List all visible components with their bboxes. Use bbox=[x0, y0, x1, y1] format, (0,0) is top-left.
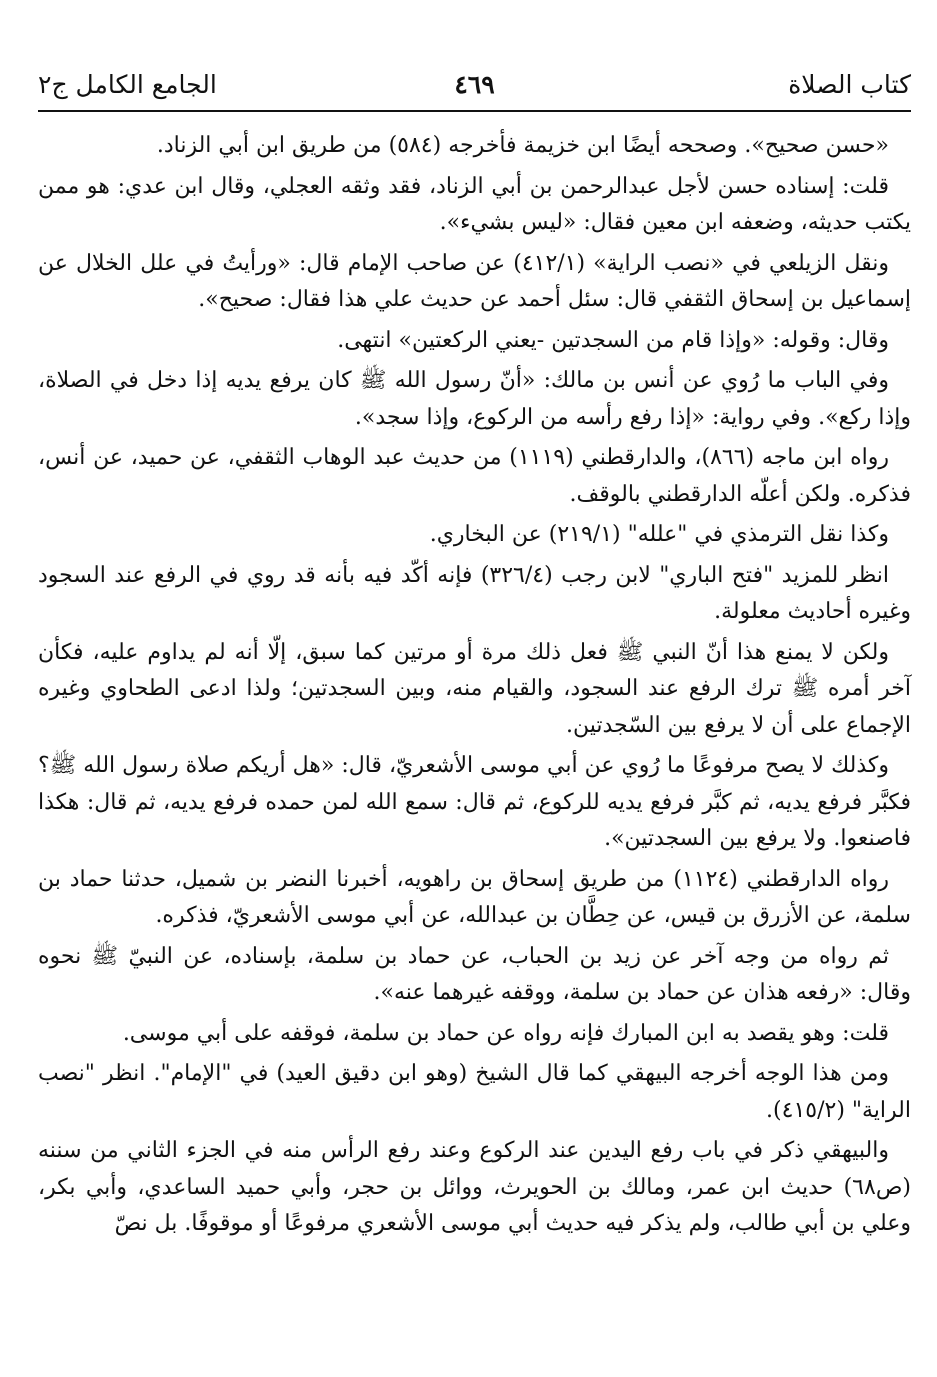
paragraph: وقال: وقوله: «وإذا قام من السجدتين -يعني الركعتين» انتهى. bbox=[337, 327, 889, 353]
header-divider bbox=[38, 110, 911, 112]
paragraph: رواه ابن ماجه (٨٦٦)، والدارقطني (١١١٩) من حديث عبد الوهاب الثقفي، عن حميد، عن أنس، فذكره. ولكن أعلّه الدارقطني بالوقف. bbox=[38, 445, 911, 507]
paragraph: ونقل الزيلعي في «نصب الراية» (٤١٢/١) عن صاحب الإمام قال: «ورأيتُ في علل الخلال عن إسماعيل بن إسحاق الثقفي قال: سئل أحمد عن حديث علي هذا فقال: صحيح». bbox=[38, 250, 911, 312]
page-header bbox=[38, 70, 911, 110]
paragraph: قلت: إسناده حسن لأجل عبدالرحمن بن أبي الزناد، فقد وثقه العجلي، وقال ابن عدي: هو ممن يكتب حديثه، وضعفه ابن معين فقال: «ليس بشيء». bbox=[38, 173, 911, 235]
paragraph: رواه الدارقطني (١١٢٤) من طريق إسحاق بن راهويه، أخبرنا النضر بن شميل، حدثنا حماد بن سلمة، عن الأزرق بن قيس، عن حِطَّان بن عبدالله، عن أبي موسى الأشعريّ، فذكره. bbox=[38, 866, 911, 928]
paragraph: قلت: وهو يقصد به ابن المبارك فإنه رواه عن حماد بن سلمة، فوقفه على أبي موسى. bbox=[122, 1020, 889, 1046]
paragraph: والبيهقي ذكر في باب رفع اليدين عند الركوع وعند رفع الرأس منه في الجزء الثاني من سننه (ص٦٨) حديث ابن عمر، ومالك بن الحويرث، ووائل بن حجر، وأبي حميد الساعدي، وأبي بكر، وعلي بن أبي طالب، ولم يذكر فيه حديث أبي موسى الأشعري مرفوعًا أو موقوفًا. بل نصّ bbox=[38, 1138, 911, 1236]
paragraph: وكذا نقل الترمذي في "علله" (٢١٩/١) عن البخاري. bbox=[429, 522, 889, 547]
paragraph: ثم رواه من وجه آخر عن زيد بن الحباب، عن حماد بن سلمة، بإسناده، عن النبيّ ﷺ نحوه وقال: «رفعه هذان عن حماد بن سلمة، ووقفه غيرهما عنه». bbox=[38, 943, 911, 1005]
paragraph: «حسن صحيح». وصححه أيضًا ابن خزيمة فأخرجه (٥٨٤) من طريق ابن أبي الزناد. bbox=[156, 133, 889, 158]
paragraph: وكذلك لا يصح مرفوعًا ما رُوي عن أبي موسى الأشعريّ، قال: «هل أريكم صلاة رسول الله ﷺ؟ فكبَّر فرفع يديه، ثم كبَّر فرفع يديه للركوع، ثم قال: سمع الله لمن حمده فرفع يديه، ثم قال: هكذا فاصنعوا. ولا يرفع بين السجدتين». bbox=[38, 753, 911, 851]
paragraph: ولكن لا يمنع هذا أنّ النبي ﷺ فعل ذلك مرة أو مرتين كما سبق، إلّا أنه لم يداوم عليه، فكأن آخر أمره ﷺ ترك الرفع عند السجود، والقيام منه، وبين السجدتين؛ ولذا ادعى الطحاوي وغيره الإجماع على أن لا يرفع بين السّجدتين. bbox=[38, 639, 911, 738]
page-number: ٤٦٩ bbox=[454, 70, 495, 99]
paragraph: ومن هذا الوجه أخرجه البيهقي كما قال الشيخ (وهو ابن دقيق العيد) في "الإمام". انظر "نصب الراية" (٤١٥/٢). bbox=[38, 1061, 911, 1123]
page-body bbox=[38, 128, 911, 1247]
book-title: كتاب الصلاة bbox=[788, 70, 911, 99]
paragraph: وفي الباب ما رُوي عن أنس بن مالك: «أنّ رسول الله ﷺ كان يرفع يديه إذا دخل في الصلاة، وإذا ركع». وفي رواية: «إذا رفع رأسه من الركوع، وإذا سجد». bbox=[38, 368, 911, 430]
series-title: الجامع الكامل ج٢ bbox=[38, 70, 217, 99]
paragraph: انظر للمزيد "فتح الباري" لابن رجب (٣٢٦/٤) فإنه أكّد فيه بأنه قد روي في الرفع عند السجود وغيره أحاديث معلولة. bbox=[38, 562, 911, 624]
